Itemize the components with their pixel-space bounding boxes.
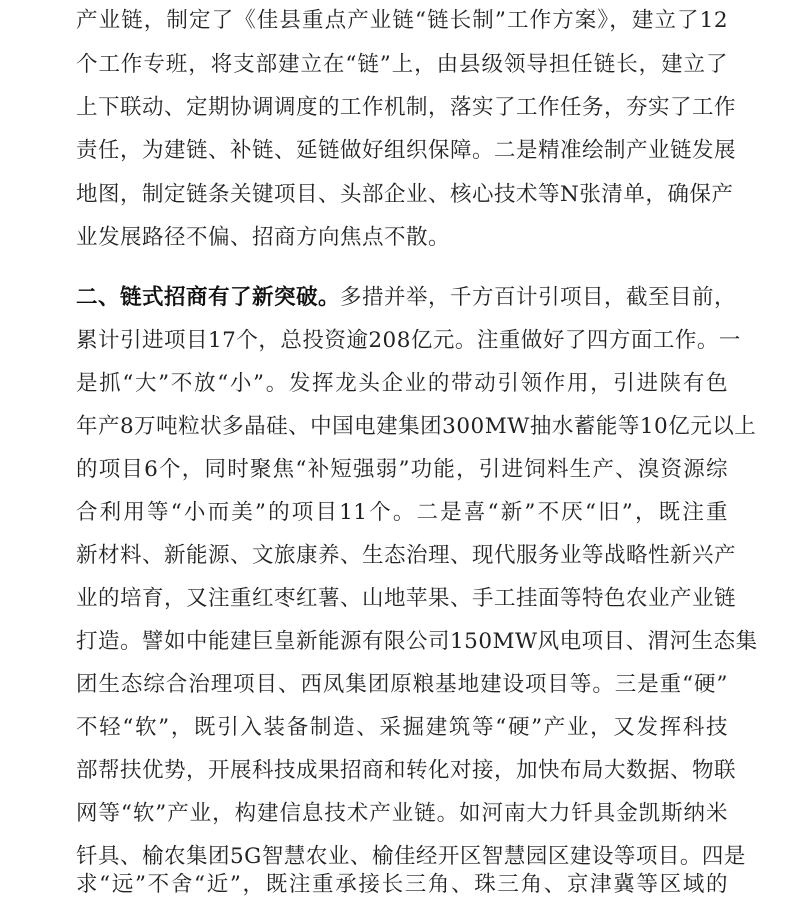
paragraph-2-line-2: 累计引进项目17个，总投资逾208亿元。注重做好了四方面工作。一: [76, 328, 741, 353]
paragraph-2-line-8: 业的培育，又注重红枣红薯、山地苹果、手工挂面等特色农业产业链: [76, 586, 737, 611]
paragraph-2-line-3: 是抓“大”不放“小”。发挥龙头企业的带动引领作用，引进陕有色: [76, 371, 728, 396]
paragraph-1-line-5: 地图，制定链条关键项目、头部企业、核心技术等N张清单，确保产: [76, 182, 734, 207]
paragraph-2-line-11: 不轻“软”，既引入装备制造、采掘建筑等“硬”产业，又发挥科技: [76, 715, 728, 740]
paragraph-2-line-15: 求“远”不舍“近”，既注重承接长三角、珠三角、京津冀等区域的: [76, 872, 728, 897]
paragraph-1-line-1: 产业链，制定了《佳县重点产业链“链长制”工作方案》，建立了12: [76, 8, 728, 33]
paragraph-2-line-13: 网等“软”产业，构建信息技术产业链。如河南大力钎具金凯斯纳米: [76, 801, 728, 826]
paragraph-2-line-1-text: 多措并举，千方百计引项目，截至目前，: [340, 285, 737, 310]
paragraph-2-line-4: 年产8万吨粒状多晶硅、中国电建集团300MW抽水蓄能等10亿元以上: [76, 414, 757, 439]
paragraph-2-line-6: 合利用等“小而美”的项目11个。二是喜“新”不厌“旧”，既注重: [76, 500, 728, 525]
section-heading: 二、链式招商有了新突破。: [76, 285, 341, 310]
paragraph-2-line-9: 打造。譬如中能建巨皇新能源有限公司150MW风电项目、渭河生态集: [76, 629, 758, 654]
paragraph-2-line-14: 钎具、榆农集团5G智慧农业、榆佳经开区智慧园区建设等项目。四是: [76, 844, 746, 869]
paragraph-1-line-2: 个工作专班，将支部建立在“链”上，由县级领导担任链长，建立了: [76, 52, 728, 77]
paragraph-2-line-1: [76, 283, 737, 313]
paragraph-2-line-7: 新材料、新能源、文旅康养、生态治理、现代服务业等战略性新兴产: [76, 543, 737, 568]
paragraph-2-line-10: 团生态综合治理项目、西凤集团原粮基地建设项目等。三是重“硬”: [76, 672, 728, 697]
paragraph-2-line-12: 部帮扶优势，开展科技成果招商和转化对接，加快布局大数据、物联: [76, 758, 737, 783]
paragraph-2-line-5: 的项目6个，同时聚焦“补短强弱”功能，引进饲料生产、溴资源综: [76, 457, 728, 482]
paragraph-1-line-3: 上下联动、定期协调调度的工作机制，落实了工作任务，夯实了工作: [76, 95, 737, 120]
paragraph-1-line-6: 业发展路径不偏、招商方向焦点不散。: [76, 225, 451, 250]
paragraph-1-line-4: 责任，为建链、补链、延链做好组织保障。二是精准绘制产业链发展: [76, 138, 737, 163]
